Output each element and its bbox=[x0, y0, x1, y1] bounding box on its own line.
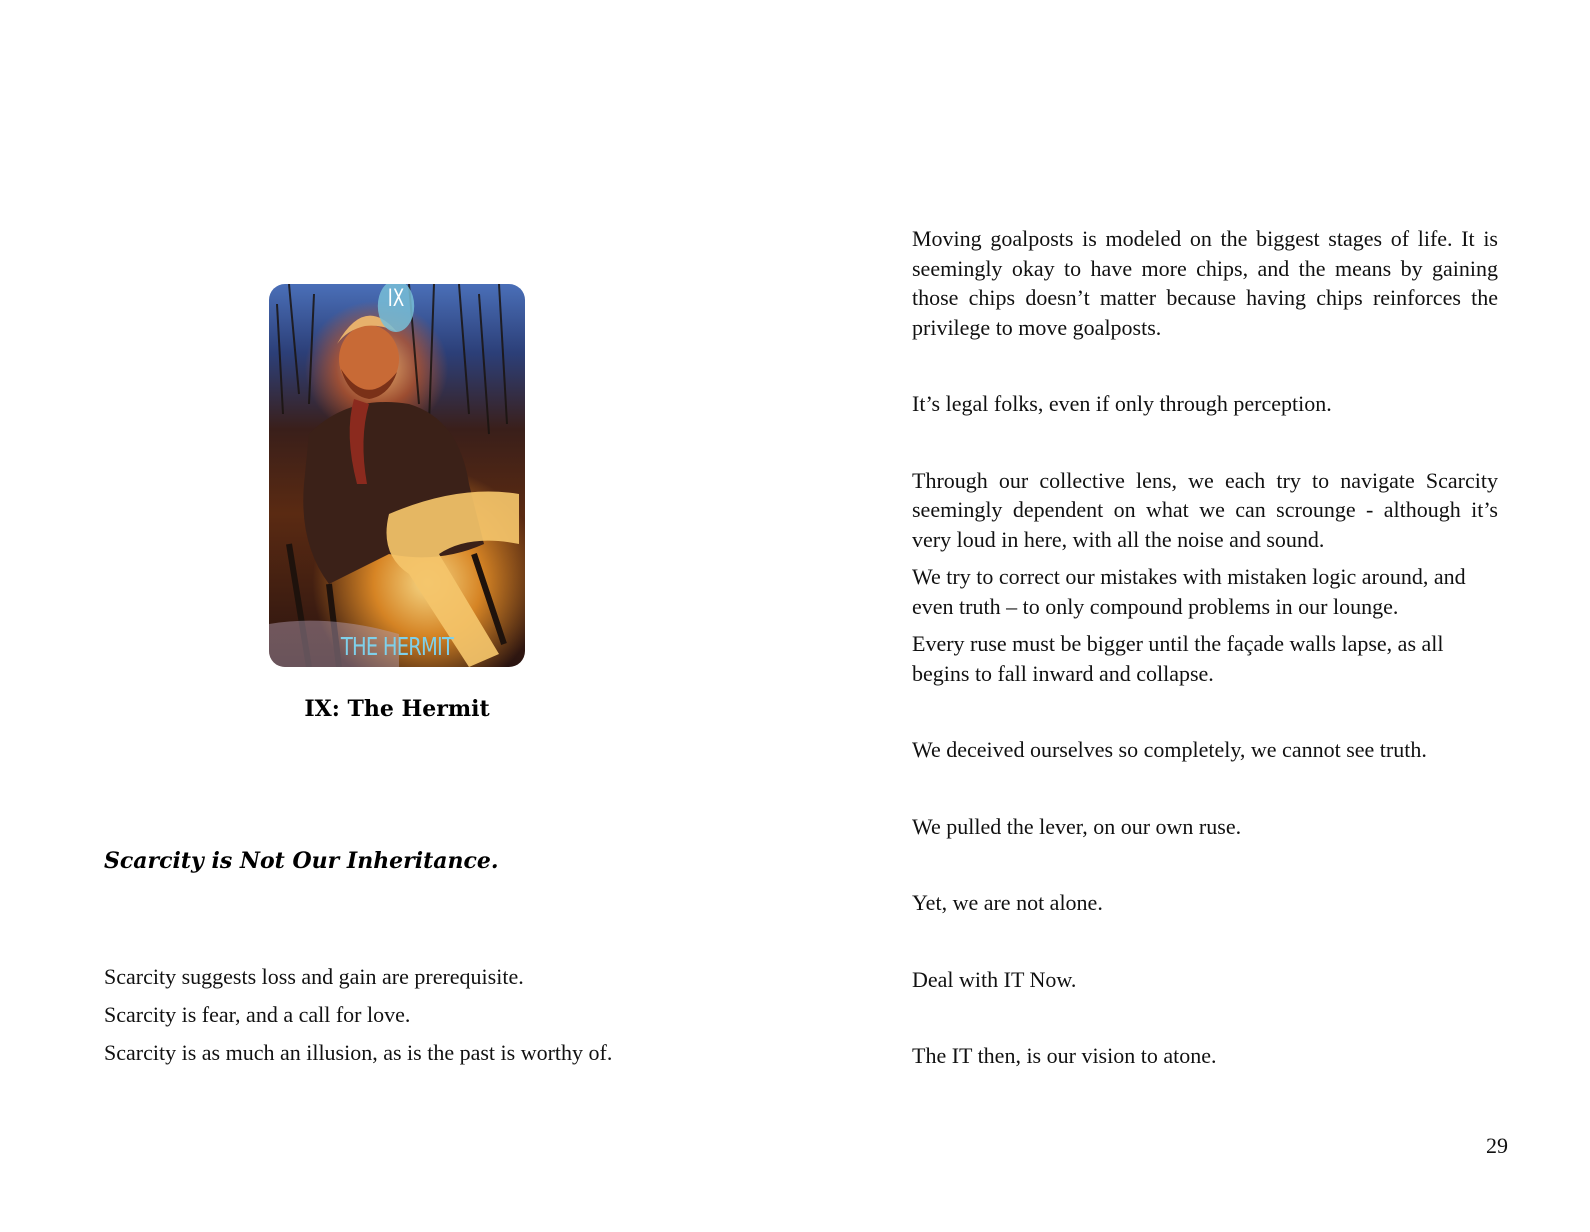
card-numeral: IX bbox=[378, 284, 414, 332]
paragraph: Moving goalposts is modeled on the biggest stages of life. It is seemingly okay to have more chips, and the means by gaining those chips doesn’t matter because having chips reinforces the privilege to move goalposts. bbox=[912, 226, 1498, 340]
paragraph: It’s legal folks, even if only through perception. bbox=[912, 391, 1332, 416]
right-page-text bbox=[912, 224, 1498, 1071]
scarcity-line: Scarcity is as much an illusion, as is the past is worthy of. bbox=[104, 1040, 613, 1065]
paragraph: We try to correct our mistakes with mistaken logic around, and even truth – to only compound problems in our lounge. bbox=[912, 564, 1466, 619]
card-name: THE HERMIT bbox=[340, 632, 454, 661]
paragraph: We deceived ourselves so completely, we cannot see truth. bbox=[912, 737, 1427, 762]
section-heading: Scarcity is Not Our Inheritance. bbox=[104, 848, 499, 874]
scarcity-line: Scarcity is fear, and a call for love. bbox=[104, 1002, 411, 1027]
paragraph: We pulled the lever, on our own ruse. bbox=[912, 813, 1242, 839]
hermit-tarot-card-image bbox=[269, 284, 525, 667]
scarcity-line: Scarcity suggests loss and gain are prerequisite. bbox=[104, 964, 524, 989]
paragraph: Yet, we are not alone. bbox=[912, 890, 1103, 915]
paragraph: The IT then, is our vision to atone. bbox=[912, 1043, 1217, 1068]
card-caption: IX: The Hermit bbox=[304, 696, 490, 722]
paragraph: Every ruse must be bigger until the façade walls lapse, as all begins to fall inward and collapse. bbox=[912, 631, 1444, 686]
paragraph: Deal with IT Now. bbox=[912, 966, 1077, 992]
scarcity-lines bbox=[104, 958, 744, 1072]
page-number: 29 bbox=[1486, 1133, 1508, 1158]
card-illustration bbox=[269, 284, 525, 667]
paragraph: Through our collective lens, we each try to navigate Scarcity seemingly dependent on what we can scrounge - although it’s very loud in here, with all the noise and sound. bbox=[912, 467, 1498, 552]
